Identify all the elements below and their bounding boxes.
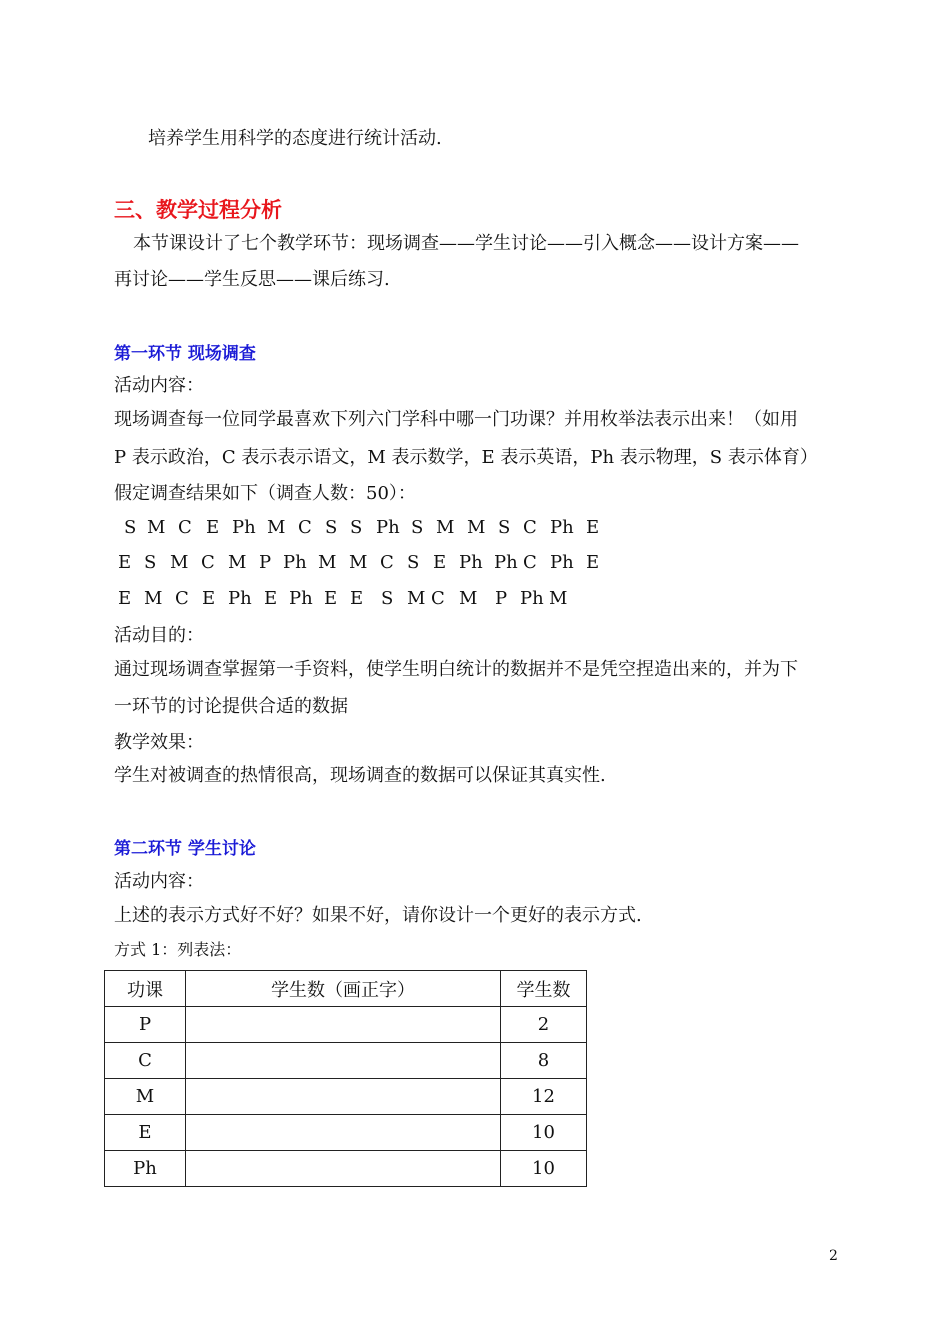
data-cell: Ph <box>550 552 574 573</box>
step1-heading: 第一环节 现场调查 <box>114 344 256 364</box>
section3-para-line1: 本节课设计了七个教学环节：现场调查——学生讨论——引入概念——设计方案—— <box>133 233 799 254</box>
data-cell: M <box>170 552 189 573</box>
step2-heading: 第二环节 学生讨论 <box>114 839 256 859</box>
data-cell: S <box>325 517 338 538</box>
data-cell: M <box>436 517 455 538</box>
data-cell: M <box>147 517 166 538</box>
intro-line: 培养学生用科学的态度进行统计活动. <box>148 128 442 149</box>
data-cell: M <box>549 588 568 609</box>
data-cell: M <box>318 552 337 573</box>
tally-table <box>104 970 587 1187</box>
table-cell: 2 <box>501 1007 587 1043</box>
data-cell: C <box>178 517 192 538</box>
data-cell: M <box>459 588 478 609</box>
step2-content-line1: 上述的表示方式好不好？如果不好，请你设计一个更好的表示方式. <box>114 905 642 926</box>
table-header: 功课 <box>105 971 186 1007</box>
data-cell: C <box>298 517 312 538</box>
data-cell: S <box>144 552 157 573</box>
data-cell: S <box>350 517 363 538</box>
table-cell <box>186 1043 501 1079</box>
table-row <box>105 1115 587 1151</box>
data-cell: M <box>467 517 486 538</box>
step1-content-line3: 假定调查结果如下（调查人数：50）： <box>114 483 416 504</box>
table-cell: 10 <box>501 1115 587 1151</box>
data-cell: Ph <box>232 517 256 538</box>
step2-content-label: 活动内容： <box>114 871 204 892</box>
table-cell: Ph <box>105 1151 186 1187</box>
table-cell: P <box>105 1007 186 1043</box>
data-cell: E <box>202 588 216 609</box>
table-cell: 10 <box>501 1151 587 1187</box>
data-cell: Ph <box>494 552 518 573</box>
table-row <box>105 1079 587 1115</box>
table-cell <box>186 1151 501 1187</box>
data-cell: E <box>118 588 132 609</box>
data-cell: C <box>175 588 189 609</box>
table-cell <box>186 1007 501 1043</box>
data-cell: S <box>381 588 394 609</box>
data-cell: E <box>586 517 600 538</box>
data-cell: E <box>118 552 132 573</box>
data-cell: P <box>259 552 272 573</box>
data-cell: Ph <box>520 588 544 609</box>
data-cell: E <box>264 588 278 609</box>
step2-method-label: 方式 1：列表法： <box>114 940 242 959</box>
page-number: 2 <box>829 1248 838 1264</box>
data-cell: Ph <box>376 517 400 538</box>
data-cell: M <box>349 552 368 573</box>
table-header: 学生数 <box>501 971 587 1007</box>
table-cell <box>186 1115 501 1151</box>
data-cell: S <box>407 552 420 573</box>
table-cell: C <box>105 1043 186 1079</box>
data-cell: M <box>228 552 247 573</box>
section3-heading: 三、教学过程分析 <box>114 198 282 222</box>
step1-purpose-line2: 一环节的讨论提供合适的数据 <box>114 696 348 717</box>
table-row <box>105 1151 587 1187</box>
step1-content-line1: 现场调查每一位同学最喜欢下列六门学科中哪一门功课？并用枚举法表示出来！（如用 <box>114 409 798 430</box>
table-header: 学生数（画正字） <box>186 971 501 1007</box>
data-cell: E <box>433 552 447 573</box>
table-cell: M <box>105 1079 186 1115</box>
step1-effect-line1: 学生对被调查的热情很高，现场调查的数据可以保证其真实性. <box>114 765 606 786</box>
data-cell: S <box>124 517 137 538</box>
data-cell: S <box>498 517 511 538</box>
step1-content-line2: P 表示政治，C 表示表示语文，M 表示数学，E 表示英语，Ph 表示物理，S 表示体育） <box>114 447 818 468</box>
table-cell <box>186 1079 501 1115</box>
data-cell: M <box>407 588 426 609</box>
data-cell: E <box>324 588 338 609</box>
step1-purpose-line1: 通过现场调查掌握第一手资料，使学生明白统计的数据并不是凭空捏造出来的，并为下 <box>114 659 798 680</box>
data-cell: C <box>201 552 215 573</box>
data-cell: P <box>495 588 508 609</box>
table-header-row <box>105 971 587 1007</box>
section3-para-line2: 再讨论——学生反思——课后练习. <box>114 269 390 290</box>
table-cell: 12 <box>501 1079 587 1115</box>
data-cell: M <box>267 517 286 538</box>
data-cell: C <box>523 517 537 538</box>
data-cell: Ph <box>550 517 574 538</box>
table-row <box>105 1043 587 1079</box>
table-row <box>105 1007 587 1043</box>
data-cell: Ph <box>228 588 252 609</box>
data-cell: E <box>586 552 600 573</box>
data-cell: C <box>523 552 537 573</box>
data-cell: E <box>206 517 220 538</box>
data-cell: E <box>350 588 364 609</box>
data-cell: Ph <box>283 552 307 573</box>
data-cell: C <box>380 552 394 573</box>
step1-effect-label: 教学效果： <box>114 732 204 753</box>
data-cell: S <box>411 517 424 538</box>
data-cell: C <box>431 588 445 609</box>
table-cell: 8 <box>501 1043 587 1079</box>
step1-purpose-label: 活动目的： <box>114 625 204 646</box>
table-cell: E <box>105 1115 186 1151</box>
step1-content-label: 活动内容： <box>114 375 204 396</box>
data-cell: Ph <box>289 588 313 609</box>
data-cell: M <box>144 588 163 609</box>
data-cell: Ph <box>459 552 483 573</box>
